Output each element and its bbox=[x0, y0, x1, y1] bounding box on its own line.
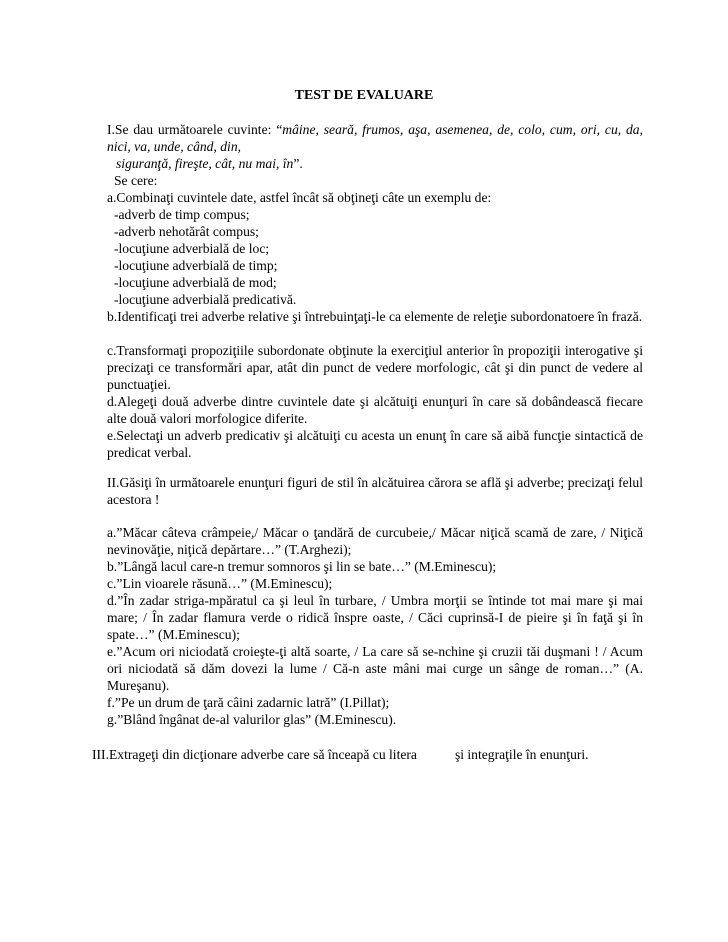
section1-a-item: -adverb nehotărât compus; bbox=[114, 224, 259, 239]
section2-item-g: g.”Blând îngânat de-al valurilor glas” (M.Eminescu). bbox=[107, 712, 397, 727]
section1-item-e: e.Selectaţi un adverb predicativ şi alcătuiţi cu acesta un enunţ în care să aibă funcţie sintactică de predicat verbal. bbox=[107, 428, 643, 460]
section2-item-a: a.”Măcar câteva crâmpeie,/ Măcar o ţandără de curcubeie,/ Măcar niţică scamă de zare, / Niţică nevinovăţie, niţică depărtare…” (T.Arghezi); bbox=[107, 525, 643, 557]
section1-item-c: c.Transformaţi propoziţiile subordonate obţinute la exerciţiul anterior în propoziţii interogative şi precizaţi ce transformări apar, atât din punct de vedere morfologic, cât şi din punct de vedere al punctuaţiei. bbox=[107, 343, 643, 392]
section1-cere: Se cere: bbox=[114, 173, 158, 188]
section2-item-c: c.”Lin vioarele răsună…” (M.Eminescu); bbox=[107, 576, 333, 591]
section1-intro-words-a: mâine, seară, frumos, aşa, asemenea, de, colo, cum, ori, cu, da, nici, va, unde, când, din, bbox=[107, 122, 643, 154]
section2-item-e: e.”Acum ori niciodată croieşte-ţi altă soarte, / La care să se-nchine şi cruzii tăi duşmani ! / Acum ori niciodată să dăm dovezi la lume / Că-n aste mâni mai curge un sânge de roman…” (A. Mureşanu). bbox=[107, 644, 643, 693]
section1-a-item: -locuţiune adverbială predicativă. bbox=[114, 292, 297, 307]
section3-text-a: III.Extrageţi din dicţionare adverbe care să înceapă cu litera bbox=[92, 747, 417, 762]
section2-item-d: d.”În zadar striga-mpăratul ca şi leul în turbare, / Umbra morţii se întinde tot mai mare şi mai mare; / În zadar flamura verde o ridică înspre oaste, / Căci cuprinsă-I de pieire şi în faţă şi în spate…” (M.Eminescu); bbox=[107, 593, 643, 642]
section1-a-item: -locuţiune adverbială de loc; bbox=[114, 241, 270, 256]
section1-item-b: b.Identificaţi trei adverbe relative şi întrebuinţaţi-le ca elemente de releţie subordonatoere în frază. bbox=[107, 309, 643, 324]
section1-intro bbox=[107, 121, 643, 172]
section1-intro-words-b: siguranţă, fireşte, cât, nu mai, în bbox=[116, 156, 294, 171]
section2-item-f: f.”Pe un drum de ţară câini zadarnic latră” (I.Pillat); bbox=[107, 695, 390, 710]
section1-item-d: d.Alegeţi două adverbe dintre cuvintele date şi alcătuiţi enunţuri în care să dobândească fiecare alte două valori morfologice diferite. bbox=[107, 394, 643, 426]
section1-a-item: -locuţiune adverbială de timp; bbox=[114, 258, 278, 273]
section1-intro-suffix: ”. bbox=[293, 156, 303, 171]
section1-item-a: a.Combinaţi cuvintele date, astfel încât să obţineţi câte un exemplu de: bbox=[107, 190, 492, 205]
section1-a-item: -adverb de timp compus; bbox=[114, 207, 250, 222]
section2-item-b: b.”Lângă lacul care-n tremur somnoros şi lin se bate…” (M.Eminescu); bbox=[107, 559, 497, 574]
page-title: TEST DE EVALUARE bbox=[294, 88, 434, 103]
section1-intro-prefix: I.Se dau următoarele cuvinte: “ bbox=[107, 122, 283, 137]
section3-text-b: şi integraţile în enunţuri. bbox=[454, 747, 589, 762]
section1-a-item: -locuţiune adverbială de mod; bbox=[114, 275, 277, 290]
section3 bbox=[92, 746, 652, 763]
section2-intro: II.Găsiţi în următoarele enunţuri figuri de stil în alcătuirea cărora se află şi adverbe; precizaţi felul acestora ! bbox=[107, 475, 643, 507]
